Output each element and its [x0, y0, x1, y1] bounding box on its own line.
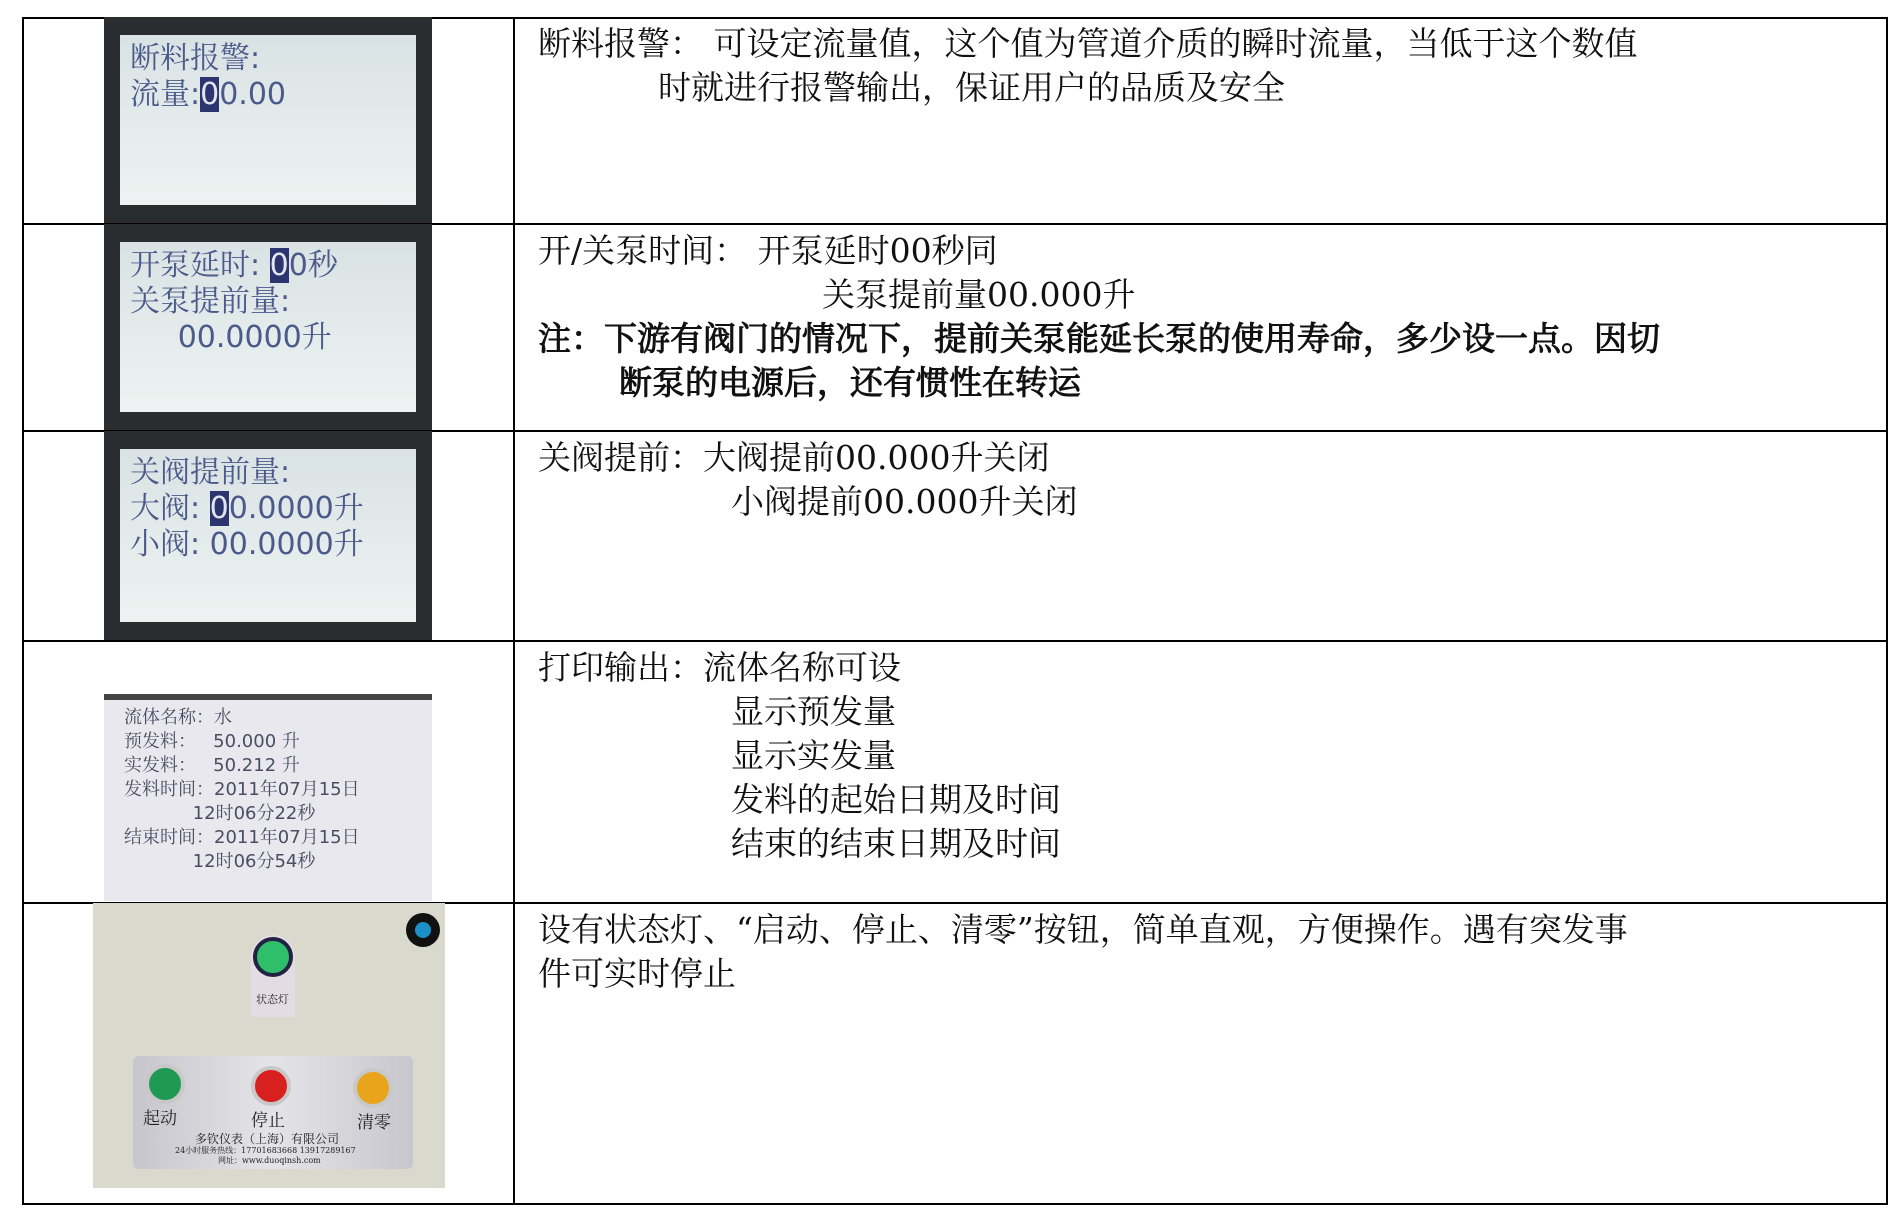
description-line: 发料的起始日期及时间	[731, 780, 1061, 819]
lcd-photo-material-alarm	[104, 17, 432, 223]
description-line: 结束的结束日期及时间	[731, 824, 1061, 863]
print-line: 流体名称：水	[124, 707, 232, 728]
lcd-line: 流量:	[130, 77, 201, 112]
row-divider	[22, 640, 1888, 642]
stop-button-icon	[251, 1066, 291, 1106]
description-line: 设有状态灯、“启动、停止、清零”按钮，简单直观，方便操作。遇有突发事	[538, 910, 1628, 949]
print-line: 结束时间：2011年07月15日	[124, 827, 360, 848]
hotline: 24小时服务热线：17701683668 13917289167	[175, 1146, 356, 1155]
lcd-value: 00.0000升	[177, 320, 332, 355]
lcd-line: 开泵延时:	[130, 248, 261, 283]
stop-label: 停止	[251, 1111, 285, 1131]
print-line: 预发料： 50.000 升	[124, 731, 300, 752]
lcd-cursor: 0	[209, 491, 229, 526]
key-switch-icon	[406, 913, 440, 947]
print-line: 发料时间：2011年07月15日	[124, 779, 360, 800]
lcd-line: 关阀提前量:	[130, 455, 291, 490]
status-lamp-icon	[253, 937, 293, 977]
lcd-value: 0.00	[219, 77, 286, 112]
lcd-photo-pump-time	[104, 224, 432, 430]
website: 网址：www.duoqinsh.com	[218, 1156, 321, 1165]
description-line: 打印输出：流体名称可设	[538, 648, 901, 687]
reset-label: 清零	[357, 1113, 391, 1133]
lcd-line: 关泵提前量:	[130, 284, 291, 319]
lcd-line: 小阀: 00.0000升	[130, 527, 364, 562]
description-line: 显示预发量	[731, 692, 896, 731]
lcd-cursor: 0	[269, 248, 289, 283]
description-line: 显示实发量	[731, 736, 896, 775]
lcd-cursor: 0	[200, 77, 220, 112]
print-line: 实发料： 50.212 升	[124, 755, 300, 776]
description-line: 关阀提前：大阀提前00.000升关闭	[538, 438, 1050, 477]
lcd-line: 断料报警:	[130, 41, 261, 76]
description-line: 时就进行报警输出，保证用户的品质及安全	[658, 68, 1285, 107]
lcd-value: 0秒	[288, 248, 338, 283]
note-line: 注：下游有阀门的情况下，提前关泵能延长泵的使用寿命，多少设一点。因切	[538, 319, 1660, 358]
start-label: 起动	[143, 1109, 177, 1129]
note-line: 断泵的电源后，还有惯性在转运	[619, 363, 1081, 402]
description-line: 断料报警： 可设定流量值，这个值为管道介质的瞬时流量，当低于这个数值	[538, 24, 1638, 63]
description-line: 件可实时停止	[538, 954, 736, 993]
lcd-photo-valve	[104, 431, 432, 640]
status-lamp-label: 状态灯	[256, 993, 289, 1006]
print-line: 12时06分22秒	[124, 803, 316, 824]
start-button-icon	[145, 1064, 185, 1104]
print-line: 12时06分54秒	[124, 851, 316, 872]
control-panel-photo	[93, 903, 445, 1188]
lcd-line: 大阀:	[130, 491, 201, 526]
column-divider	[513, 17, 515, 1205]
printout-photo	[104, 694, 432, 901]
lcd-value: 0.0000升	[228, 491, 364, 526]
button-plate	[133, 1056, 413, 1169]
description-line: 关泵提前量00.000升	[822, 275, 1136, 314]
reset-button-icon	[353, 1068, 393, 1108]
description-line: 小阀提前00.000升关闭	[731, 482, 1078, 521]
company-name: 多钦仪表（上海）有限公司	[195, 1132, 340, 1146]
description-line: 开/关泵时间： 开泵延时00秒同	[538, 231, 998, 270]
